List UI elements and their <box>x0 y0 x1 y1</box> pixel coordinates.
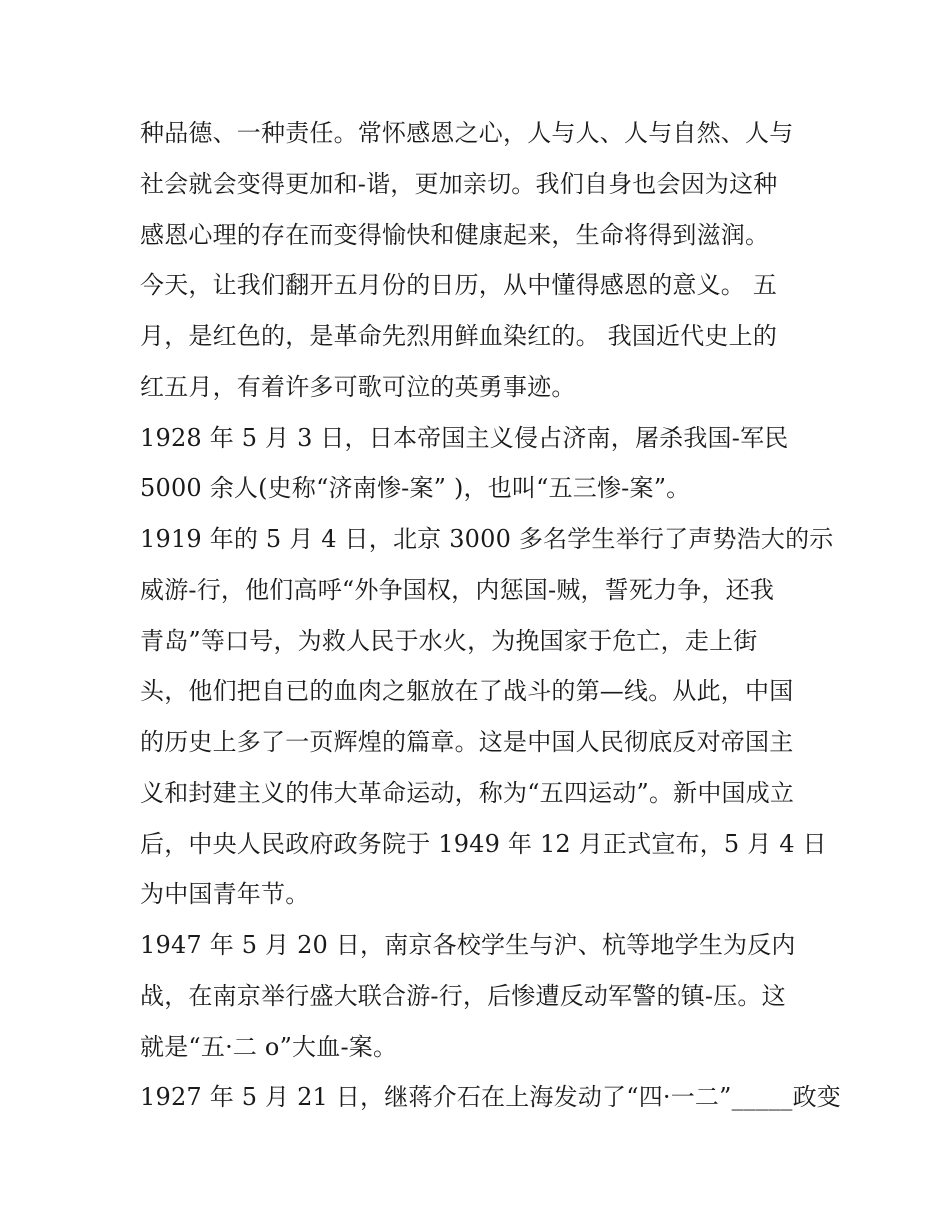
text-line: 头，他们把自已的血肉之躯放在了战斗的第—线。从此，中国 <box>140 677 794 706</box>
text-line: 感恩心理的存在而变得愉快和健康起来，生命将得到滋润。 <box>140 220 770 249</box>
text-line: 威游-行，他们高呼“外争国权，内惩国-贼，誓死力争，还我 <box>140 575 775 604</box>
text-line: 红五月，有着许多可歌可泣的英勇事迹。 <box>140 372 576 401</box>
text-line: 就是“五·二 o”大血-案。 <box>140 1032 398 1061</box>
text-line: 后，中央人民政府政务院于 1949 年 12 月正式宣布，5 月 4 日 <box>140 829 827 858</box>
text-line: 青岛”等口号，为救人民于水火，为挽国家于危亡，走上街 <box>140 626 758 655</box>
body-text <box>140 108 841 1123</box>
text-line: 1928 年 5 月 3 日，日本帝国主义侵占济南，屠杀我国-军民 <box>140 423 789 452</box>
text-line: 战，在南京举行盛大联合游-行，后惨遭反动军警的镇-压。这 <box>140 981 786 1010</box>
text-line: 1919 年的 5 月 4 日，北京 3000 多名学生举行了声势浩大的示 <box>140 525 834 553</box>
text-line: 种品德、一种责任。常怀感恩之心，人与人、人与自然、人与 <box>140 119 794 147</box>
text-line: 月，是红色的，是革命先烈用鲜血染红的。 我国近代史上的 <box>140 322 778 350</box>
text-line: 社会就会变得更加和-谐，更加亲切。我们自身也会因为这种 <box>140 169 778 198</box>
text-line: 为中国青年节。 <box>140 880 310 909</box>
text-line: 的历史上多了一页辉煌的篇章。这是中国人民彻底反对帝国主 <box>140 728 794 756</box>
text-line: 1927 年 5 月 21 日，继蒋介石在上海发动了“四·一二”_____政变 <box>140 1083 841 1112</box>
text-line: 义和封建主义的伟大革命运动，称为“五四运动”。新中国成立 <box>140 778 795 807</box>
text-line: 今天，让我们翻开五月份的日历，从中懂得感恩的意义。 五 <box>140 271 778 300</box>
text-line: 5000 余人(史称“济南惨-案” )，也叫“五三惨-案”。 <box>140 474 691 503</box>
text-line: 1947 年 5 月 20 日，南京各校学生与沪、杭等地学生为反内 <box>140 931 796 959</box>
